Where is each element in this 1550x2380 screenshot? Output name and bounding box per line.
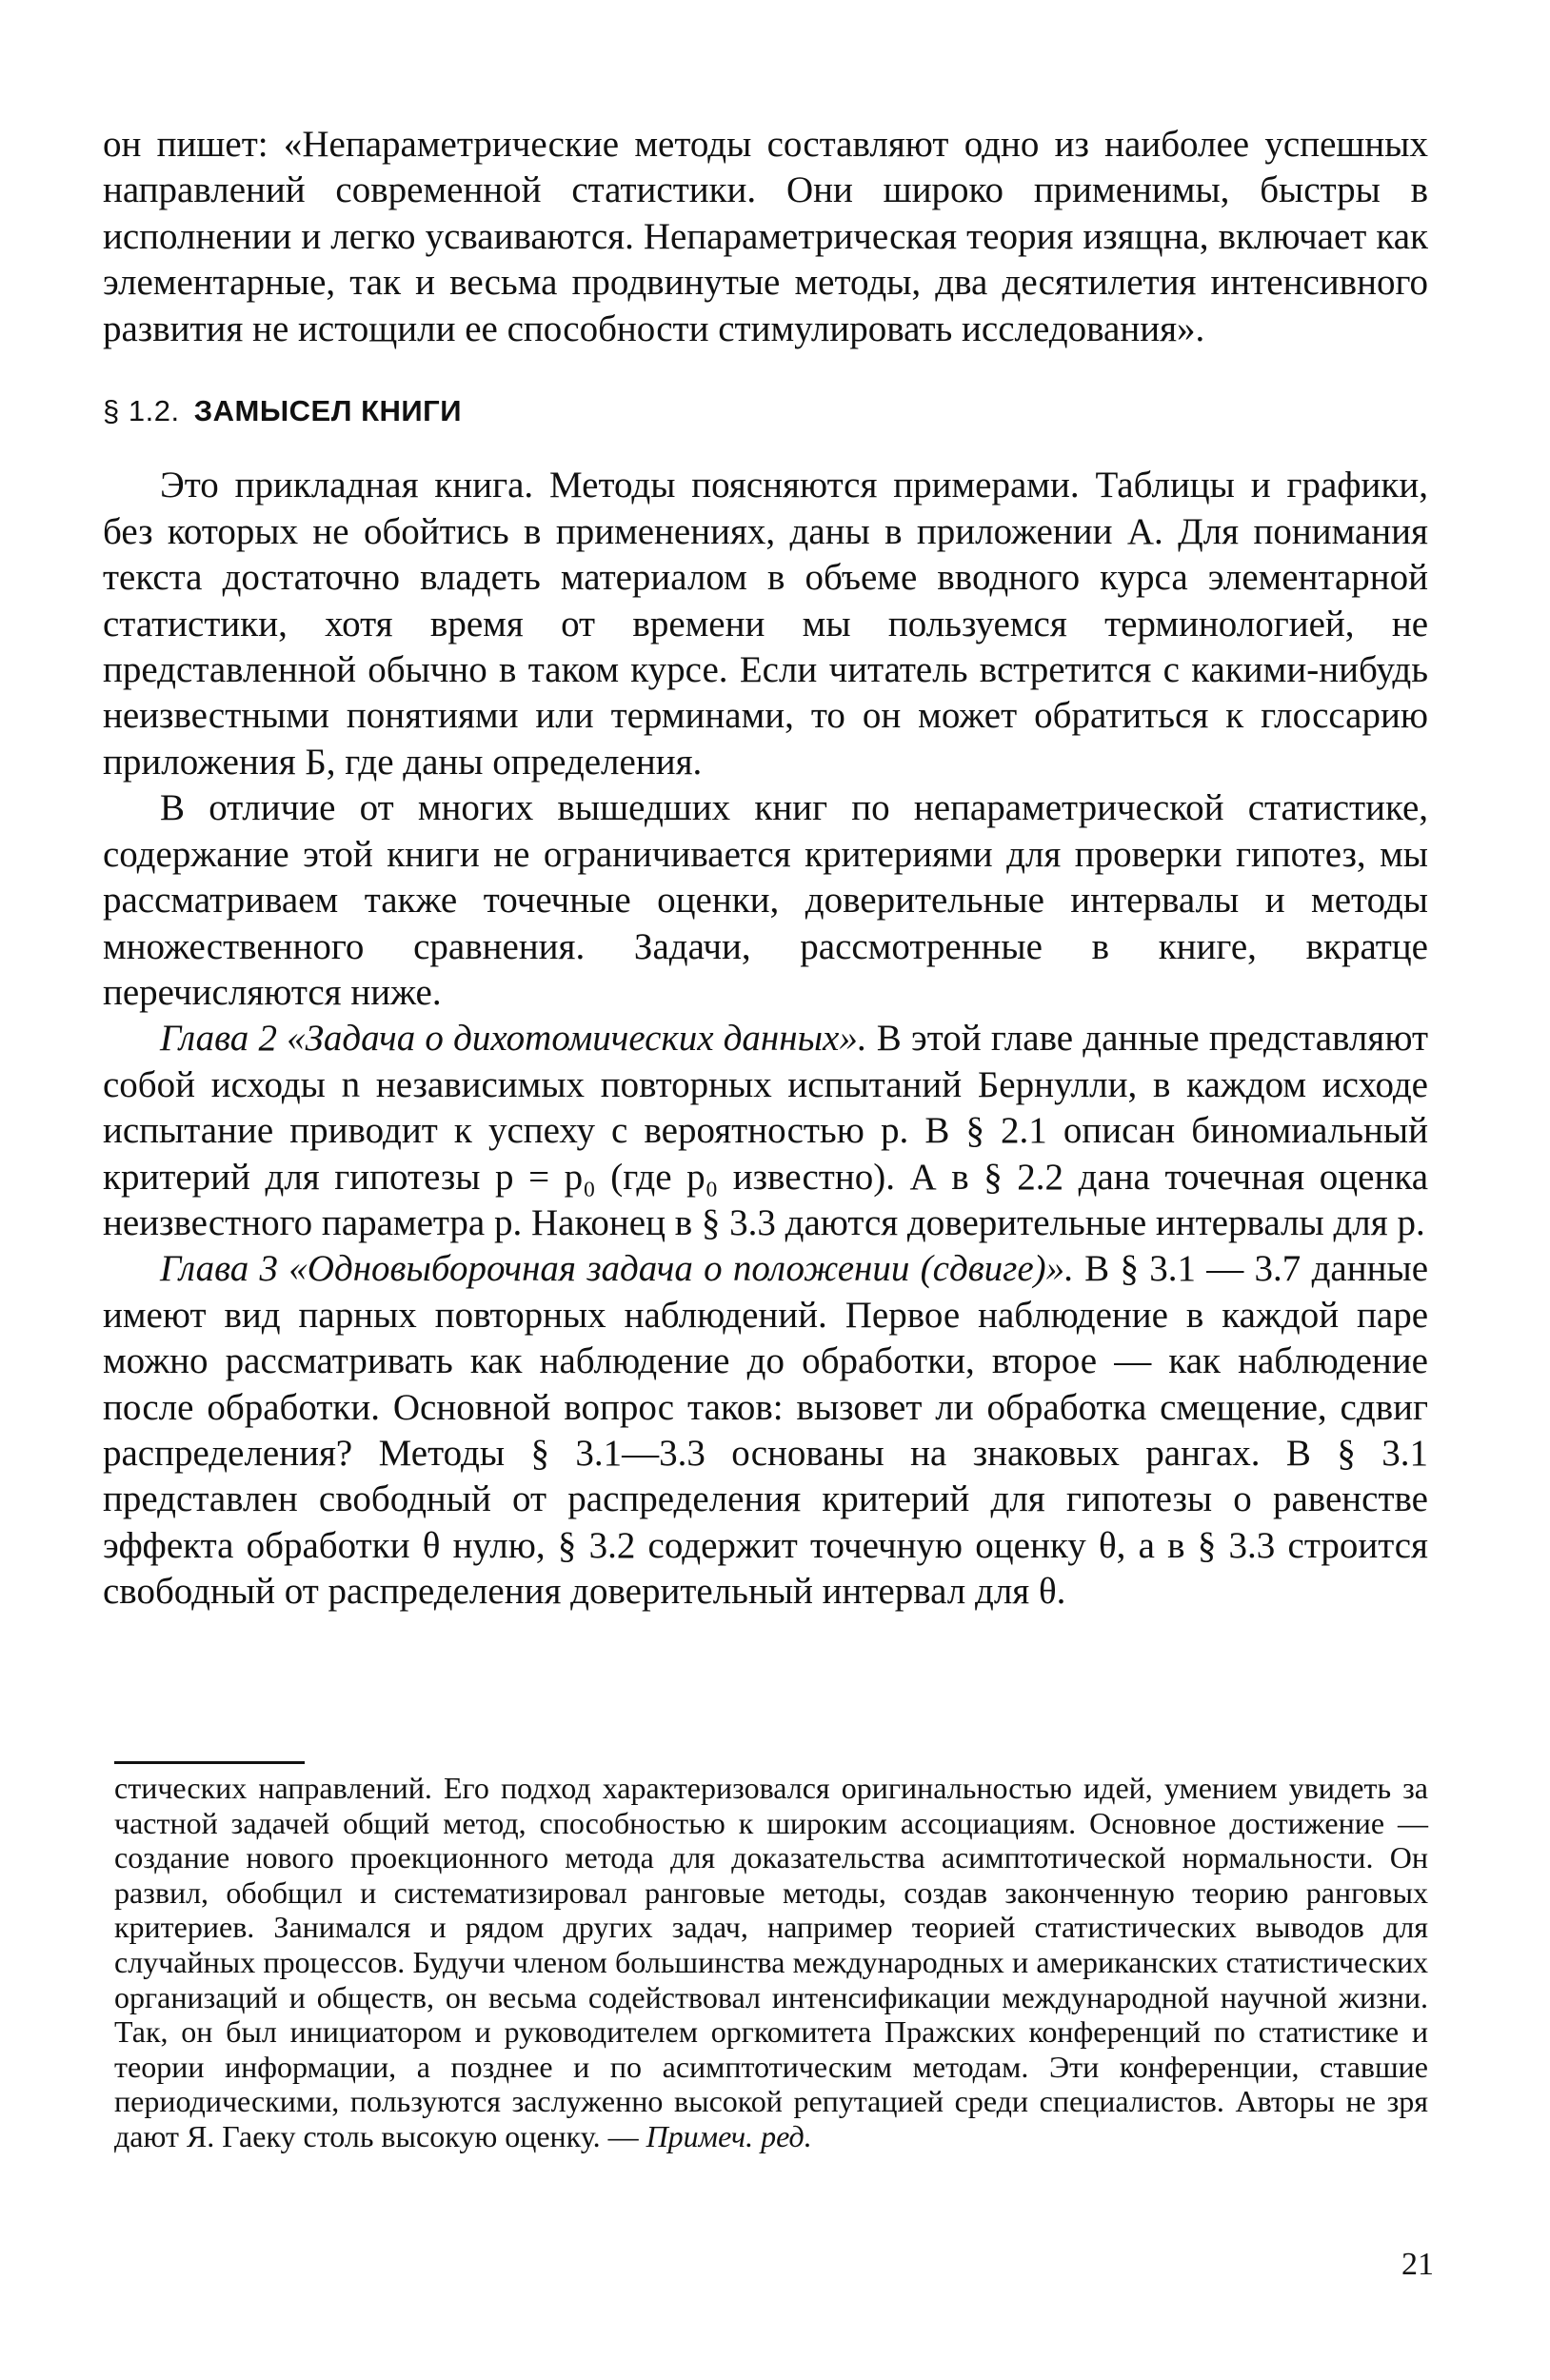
chapter-2-text: В этой главе данные представляют собой исходы n независимых повторных испытаний Бернулли, в каждом исходе испытание приводит к успеху с вероятностью p. В § 2.1 описан биномиальный критерий для гипотезы p = p₀ (где p₀ известно). А в § 2.2 дана точечная оценка неизвестного параметра p. Наконец в § 3.3 даются доверительные интервалы для p. (103, 1018, 1428, 1243)
paragraph-chapter-2 (103, 1016, 1428, 1246)
footnote-text: стических направлений. Его подход характеризовался оригинальностью идей, умением увидеть за частной задачей общий метод, способностью к широким ассоциациям. Основное достижение — создание нового проекционного метода для доказательства асимптотической нормальности. Он развил, обобщил и систематизировал ранговые методы, создав законченную теорию ранговых критериев. Занимался и рядом других задач, например теорией статистических выводов для случайных процессов. Будучи членом большинства международных и американских статистических организаций и обществ, он весьма содействовал интенсификации международной научной жизни. Так, он был инициатором и руководителем оргкомитета Пражских конференций по статистике и теории информации, а позднее и по асимптотическим методам. Эти конференции, ставшие периодическими, пользуются заслуженно высокой репутацией среди специалистов. Авторы не зря дают Я. Гаеку столь высокую оценку. — (114, 1771, 1428, 2153)
page-number: 21 (1401, 2247, 1434, 2282)
footnote-paragraph (114, 1771, 1428, 2154)
footnote-divider (114, 1761, 305, 1764)
footnote (114, 1771, 1428, 2154)
intro-paragraph: он пишет: «Непараметрические методы составляют одно из наиболее успешных направлений современной статистики. Они широко применимы, быстры в исполнении и легко усваиваются. Непараметрическая теория изящна, включает как элементарные, так и весьма продвинутые методы, два десятилетия интенсивного развития не истощили ее способности стимулировать исследования». (103, 124, 1428, 349)
footnote-editor-note: Примеч. ред. (646, 2118, 812, 2153)
chapter-3-title: Глава 3 «Одновыборочная задача о положении (сдвиге)». (160, 1248, 1074, 1290)
paragraph-contents: В отличие от многих вышедших книг по непараметрической статистике, содержание этой книги не ограничивается критериями для проверки гипотез, мы рассматриваем также точечные оценки, доверительные интервалы и методы множественного сравнения. Задачи, рассмотренные в книге, вкратце перечисляются ниже. (103, 787, 1428, 1013)
paragraph-chapter-3 (103, 1246, 1428, 1615)
section-heading (103, 388, 1428, 434)
chapter-2-title: Глава 2 «Задача о дихотомических данных». (160, 1018, 867, 1060)
section-title: ЗАМЫСЕЛ КНИГИ (193, 394, 463, 428)
section-number: § 1.2. (103, 394, 180, 428)
chapter-3-text: В § 3.1 — 3.7 данные имеют вид парных повторных наблюдений. Первое наблюдение в каждой паре можно рассматривать как наблюдение до обработки, второе — как наблюдение после обработки. Основной вопрос таков: вызовет ли обработка смещение, сдвиг распределения? Методы § 3.1—3.3 основаны на знаковых рангах. В § 3.1 представлен свободный от распределения критерий для гипотезы о равенстве эффекта обработки θ нулю, § 3.2 содержит точечную оценку θ, а в § 3.3 строится свободный от распределения доверительный интервал для θ. (103, 1248, 1428, 1613)
main-text (103, 122, 1428, 1616)
paragraph-applied-book: Это прикладная книга. Методы поясняются примерами. Таблицы и графики, без которых не обойтись в применениях, даны в приложении А. Для понимания текста достаточно владеть материалом в объеме вводного курса элементарной статистики, хотя время от времени мы пользуемся терминологией, не представленной обычно в таком курсе. Если читатель встретится с какими-нибудь неизвестными понятиями или терминами, то он может обратиться к глоссарию приложения Б, где даны определения. (103, 465, 1428, 783)
